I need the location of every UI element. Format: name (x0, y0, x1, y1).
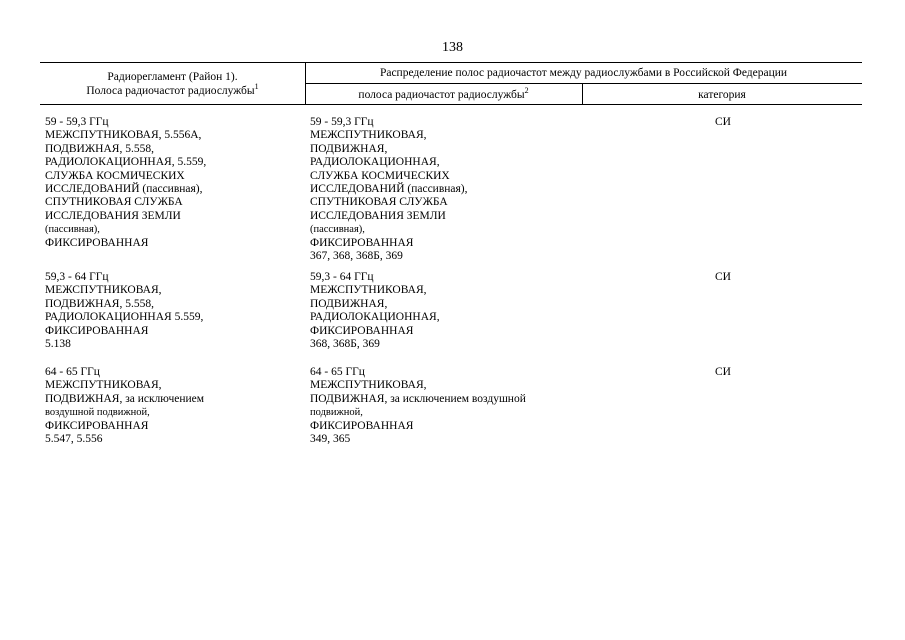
text-line: МЕЖСПУТНИКОВАЯ, 5.556А, (45, 129, 202, 142)
header-split-rule (305, 83, 862, 84)
header-col-band-text: полоса радиочастот радиослужбы (358, 89, 525, 101)
text-line: РАДИОЛОКАЦИОННАЯ, (310, 156, 440, 169)
row-1-middle (310, 116, 468, 263)
header-col-band (305, 88, 582, 102)
row-2-middle (310, 271, 440, 351)
text-line: 349, 365 (310, 433, 351, 446)
category-text: СИ (715, 116, 731, 128)
row-3-category (715, 366, 731, 379)
text-line: 64 - 65 ГГц (45, 366, 100, 378)
text-line: ИССЛЕДОВАНИЙ (пассивная), (310, 183, 468, 196)
text-line: ФИКСИРОВАННАЯ (45, 419, 149, 432)
text-line: подвижной, (310, 407, 363, 419)
header-col-category (582, 88, 862, 102)
text-line: 5.547, 5.556 (45, 433, 103, 446)
header-right-top (305, 66, 862, 80)
header-bottom-rule (40, 104, 862, 105)
category-text: СИ (715, 366, 731, 378)
text-line: МЕЖСПУТНИКОВАЯ, (310, 284, 427, 297)
footnote-marker-2: 2 (524, 86, 529, 96)
row-2-left (45, 271, 203, 351)
text-line: РАДИОЛОКАЦИОННАЯ, 5.559, (45, 156, 207, 169)
footnote-marker-1: 1 (254, 82, 259, 92)
text-line: 59,3 - 64 ГГц (310, 271, 374, 283)
text-line: ФИКСИРОВАННАЯ (45, 324, 149, 337)
text-line: МЕЖСПУТНИКОВАЯ, (310, 129, 427, 142)
text-line: СПУТНИКОВАЯ СЛУЖБА (45, 196, 183, 209)
text-line: ФИКСИРОВАННАЯ (45, 236, 149, 249)
text-line: ФИКСИРОВАННАЯ (310, 324, 414, 337)
text-line: МЕЖСПУТНИКОВАЯ, (45, 379, 162, 392)
text-line: ФИКСИРОВАННАЯ (310, 419, 414, 432)
header-right-top-text: Распределение полос радиочастот между радиослужбами в Российской Федерации (379, 67, 788, 79)
text-line: ФИКСИРОВАННАЯ (310, 236, 414, 249)
text-line: 368, 368Б, 369 (310, 338, 380, 351)
text-line: РАДИОЛОКАЦИОННАЯ, (310, 311, 440, 324)
text-line: 59,3 - 64 ГГц (45, 271, 109, 283)
row-2-category (715, 271, 731, 284)
header-left-line2-wrap (40, 84, 305, 98)
text-line: ИССЛЕДОВАНИЙ (пассивная), (45, 183, 203, 196)
row-3-left (45, 366, 204, 446)
text-line: МЕЖСПУТНИКОВАЯ, (45, 284, 162, 297)
text-line: ПОДВИЖНАЯ, 5.558, (45, 142, 154, 155)
text-line: ПОДВИЖНАЯ, за исключением (45, 392, 205, 405)
text-line: ПОДВИЖНАЯ, (310, 142, 388, 155)
text-line: ИССЛЕДОВАНИЯ ЗЕМЛИ (45, 209, 181, 222)
row-3-middle (310, 366, 526, 446)
header-col-category-text: категория (698, 89, 746, 101)
text-line: СЛУЖБА КОСМИЧЕСКИХ (310, 169, 450, 182)
text-line: (пассивная), (310, 224, 365, 236)
text-line: (пассивная), (45, 224, 100, 236)
text-line: 367, 368, 368Б, 369 (310, 250, 403, 263)
header-left-line2: Полоса радиочастот радиослужбы (86, 85, 255, 97)
text-line: МЕЖСПУТНИКОВАЯ, (310, 379, 427, 392)
page-number: 138 (442, 40, 463, 55)
text-line: 5.138 (45, 338, 71, 351)
header-left-line1: Радиорегламент (Район 1). (107, 71, 238, 83)
text-line: ПОДВИЖНАЯ, (310, 297, 388, 310)
text-line: СПУТНИКОВАЯ СЛУЖБА (310, 196, 448, 209)
text-line: ПОДВИЖНАЯ, 5.558, (45, 297, 154, 310)
table-top-rule (40, 62, 862, 63)
text-line: воздушной подвижной, (45, 407, 150, 419)
text-line: СЛУЖБА КОСМИЧЕСКИХ (45, 169, 185, 182)
header-left (40, 70, 305, 98)
text-line: ПОДВИЖНАЯ, за исключением воздушной (310, 392, 526, 405)
row-1-category (715, 116, 731, 129)
text-line: ИССЛЕДОВАНИЯ ЗЕМЛИ (310, 209, 446, 222)
row-1-left (45, 116, 206, 250)
text-line: 64 - 65 ГГц (310, 366, 365, 378)
text-line: 59 - 59,3 ГГц (310, 116, 374, 128)
text-line: 59 - 59,3 ГГц (45, 116, 109, 128)
category-text: СИ (715, 271, 731, 283)
text-line: РАДИОЛОКАЦИОННАЯ 5.559, (45, 311, 204, 324)
